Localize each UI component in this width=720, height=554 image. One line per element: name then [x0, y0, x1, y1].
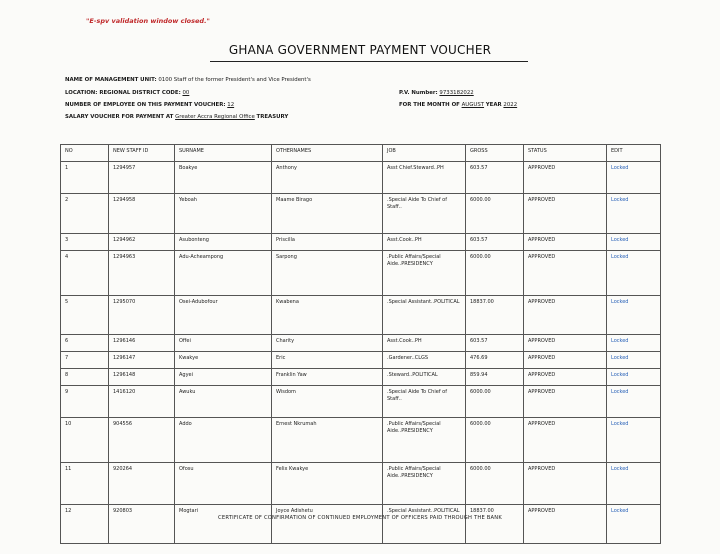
cell-job: .Special Aide To Chief of Staff.. — [383, 194, 466, 234]
table-body — [61, 162, 661, 544]
table-row — [61, 234, 661, 251]
col-header-edit: EDIT — [607, 145, 661, 162]
cell-staff-id: 1294963 — [109, 251, 175, 296]
salary-value: Greater Accra Regional Office — [175, 114, 255, 120]
cell-gross: 476.69 — [466, 352, 524, 369]
cell-staff-id: 1294957 — [109, 162, 175, 194]
col-header-gross: GROSS — [466, 145, 524, 162]
cell-no: 12 — [61, 505, 109, 544]
cell-edit[interactable]: Locked — [607, 463, 661, 505]
cell-surname: Boakye — [175, 162, 272, 194]
cell-no: 11 — [61, 463, 109, 505]
col-header-no: NO — [61, 145, 109, 162]
cell-status: APPROVED — [524, 296, 607, 335]
cell-gross: 6000.00 — [466, 463, 524, 505]
cell-staff-id: 1416120 — [109, 386, 175, 418]
cell-staff-id: 904556 — [109, 418, 175, 463]
month-label: FOR THE MONTH OF — [399, 102, 460, 108]
cell-surname: Mogtari — [175, 505, 272, 544]
cell-edit[interactable]: Locked — [607, 505, 661, 544]
cell-job: .Gardener..CLGS — [383, 352, 466, 369]
cell-no: 7 — [61, 352, 109, 369]
cell-surname: Addo — [175, 418, 272, 463]
cell-status: APPROVED — [524, 251, 607, 296]
table-row — [61, 162, 661, 194]
cell-surname: Agyei — [175, 369, 272, 386]
cell-gross: 6000.00 — [466, 251, 524, 296]
cell-gross: 18837.00 — [466, 505, 524, 544]
cell-gross: 603.57 — [466, 234, 524, 251]
cell-gross: 6000.00 — [466, 418, 524, 463]
cell-no: 3 — [61, 234, 109, 251]
cell-gross: 6000.00 — [466, 194, 524, 234]
table-row — [61, 369, 661, 386]
cell-othernames: Felix Kwakye — [272, 463, 383, 505]
cell-othernames: Sarpong — [272, 251, 383, 296]
management-unit-value: 0100 Staff of the former President's and Vice President's — [158, 77, 311, 83]
col-header-othernames: OTHERNAMES — [272, 145, 383, 162]
cell-gross: 18837.00 — [466, 296, 524, 335]
cell-job: Asst Chief.Steward..PH — [383, 162, 466, 194]
page-title: GHANA GOVERNMENT PAYMENT VOUCHER — [228, 43, 492, 57]
cell-no: 8 — [61, 369, 109, 386]
cell-staff-id: 1296146 — [109, 335, 175, 352]
table-row — [61, 251, 661, 296]
location-line — [65, 90, 189, 96]
cell-edit[interactable]: Locked — [607, 296, 661, 335]
cell-job: .Steward..POLITICAL — [383, 369, 466, 386]
cell-job: .Special Aide To Chief of Staff.. — [383, 386, 466, 418]
table-row — [61, 418, 661, 463]
table-row — [61, 386, 661, 418]
table-row — [61, 352, 661, 369]
pv-number-label: P.V. Number: — [399, 90, 438, 96]
cell-job: .Special Assistant..POLITICAL — [383, 505, 466, 544]
cell-staff-id: 1295070 — [109, 296, 175, 335]
cell-gross: 603.57 — [466, 335, 524, 352]
title-underline — [210, 61, 528, 62]
pv-number-value: 9733182022 — [439, 90, 474, 96]
table-row — [61, 463, 661, 505]
cell-status: APPROVED — [524, 505, 607, 544]
col-header-staff-id: NEW STAFF ID — [109, 145, 175, 162]
table-row — [61, 335, 661, 352]
cell-gross: 6000.00 — [466, 386, 524, 418]
salary-label: SALARY VOUCHER FOR PAYMENT AT — [65, 114, 174, 120]
cell-othernames: Maame Birago — [272, 194, 383, 234]
management-unit-line — [65, 77, 311, 83]
cell-status: APPROVED — [524, 352, 607, 369]
cell-edit[interactable]: Locked — [607, 352, 661, 369]
cell-othernames: Charity — [272, 335, 383, 352]
cell-edit[interactable]: Locked — [607, 418, 661, 463]
cell-job: .Special Assistant..POLITICAL — [383, 296, 466, 335]
cell-job: Asst.Cook..PH — [383, 335, 466, 352]
cell-status: APPROVED — [524, 234, 607, 251]
cell-edit[interactable]: Locked — [607, 162, 661, 194]
cell-staff-id: 1294958 — [109, 194, 175, 234]
location-value: 00 — [182, 90, 190, 96]
col-header-surname: SURNAME — [175, 145, 272, 162]
cell-othernames: Anthony — [272, 162, 383, 194]
cell-no: 1 — [61, 162, 109, 194]
cell-edit[interactable]: Locked — [607, 251, 661, 296]
cell-surname: Adu-Acheampong — [175, 251, 272, 296]
cell-othernames: Priscilla — [272, 234, 383, 251]
cell-othernames: Wisdom — [272, 386, 383, 418]
month-line — [399, 102, 517, 108]
cell-edit[interactable]: Locked — [607, 386, 661, 418]
cell-no: 10 — [61, 418, 109, 463]
cell-no: 9 — [61, 386, 109, 418]
cell-surname: Offei — [175, 335, 272, 352]
validation-notice: "E-spv validation window closed." — [86, 17, 210, 25]
cell-surname: Awuku — [175, 386, 272, 418]
salary-line — [65, 114, 288, 120]
certificate-footer: CERTIFICATE OF CONFIRMATION OF CONTINUED EMPLOYMENT OF OFFICERS PAID THROUGH THE BANK — [218, 515, 502, 521]
cell-othernames: Joyce Adishetu — [272, 505, 383, 544]
cell-staff-id: 920803 — [109, 505, 175, 544]
cell-surname: Kwakye — [175, 352, 272, 369]
management-unit-label: NAME OF MANAGEMENT UNIT: — [65, 77, 157, 83]
cell-othernames: Franklin Yaw — [272, 369, 383, 386]
cell-staff-id: 920264 — [109, 463, 175, 505]
cell-job: Asst.Cook..PH — [383, 234, 466, 251]
cell-job: .Public Affairs/Special Aide..PRESIDENCY — [383, 463, 466, 505]
cell-no: 6 — [61, 335, 109, 352]
cell-no: 2 — [61, 194, 109, 234]
cell-no: 5 — [61, 296, 109, 335]
cell-job: .Public Affairs/Special Aide..PRESIDENCY — [383, 251, 466, 296]
cell-status: APPROVED — [524, 335, 607, 352]
cell-status: APPROVED — [524, 369, 607, 386]
salary-suffix: TREASURY — [256, 114, 289, 120]
employees-label: NUMBER OF EMPLOYEE ON THIS PAYMENT VOUCHER: — [65, 102, 226, 108]
cell-no: 4 — [61, 251, 109, 296]
cell-gross: 859.94 — [466, 369, 524, 386]
cell-status: APPROVED — [524, 194, 607, 234]
cell-edit[interactable]: Locked — [607, 335, 661, 352]
cell-job: .Public Affairs/Special Aide..PRESIDENCY — [383, 418, 466, 463]
location-label: LOCATION: REGIONAL DISTRICT CODE: — [65, 90, 181, 96]
cell-surname: Asubonteng — [175, 234, 272, 251]
employees-value: 12 — [227, 102, 235, 108]
pv-number-line — [399, 90, 474, 96]
year-label: YEAR — [485, 102, 502, 108]
cell-status: APPROVED — [524, 162, 607, 194]
cell-surname: Osei-Adubofour — [175, 296, 272, 335]
month-value: AUGUST — [461, 102, 485, 108]
cell-gross: 603.57 — [466, 162, 524, 194]
cell-edit[interactable]: Locked — [607, 194, 661, 234]
cell-othernames: Eric — [272, 352, 383, 369]
employees-line — [65, 102, 234, 108]
cell-status: APPROVED — [524, 463, 607, 505]
cell-edit[interactable]: Locked — [607, 234, 661, 251]
cell-surname: Ofosu — [175, 463, 272, 505]
cell-staff-id: 1296148 — [109, 369, 175, 386]
col-header-job: JOB — [383, 145, 466, 162]
table-header-row — [61, 145, 661, 162]
cell-staff-id: 1294962 — [109, 234, 175, 251]
table-row — [61, 296, 661, 335]
table-row — [61, 505, 661, 544]
cell-othernames: Kwabena — [272, 296, 383, 335]
cell-edit[interactable]: Locked — [607, 369, 661, 386]
table-row — [61, 194, 661, 234]
cell-othernames: Ernest Nkrumah — [272, 418, 383, 463]
cell-status: APPROVED — [524, 418, 607, 463]
cell-staff-id: 1296147 — [109, 352, 175, 369]
col-header-status: STATUS — [524, 145, 607, 162]
cell-surname: Yeboah — [175, 194, 272, 234]
year-value: 2022 — [503, 102, 518, 108]
cell-status: APPROVED — [524, 386, 607, 418]
payment-table — [60, 144, 661, 544]
